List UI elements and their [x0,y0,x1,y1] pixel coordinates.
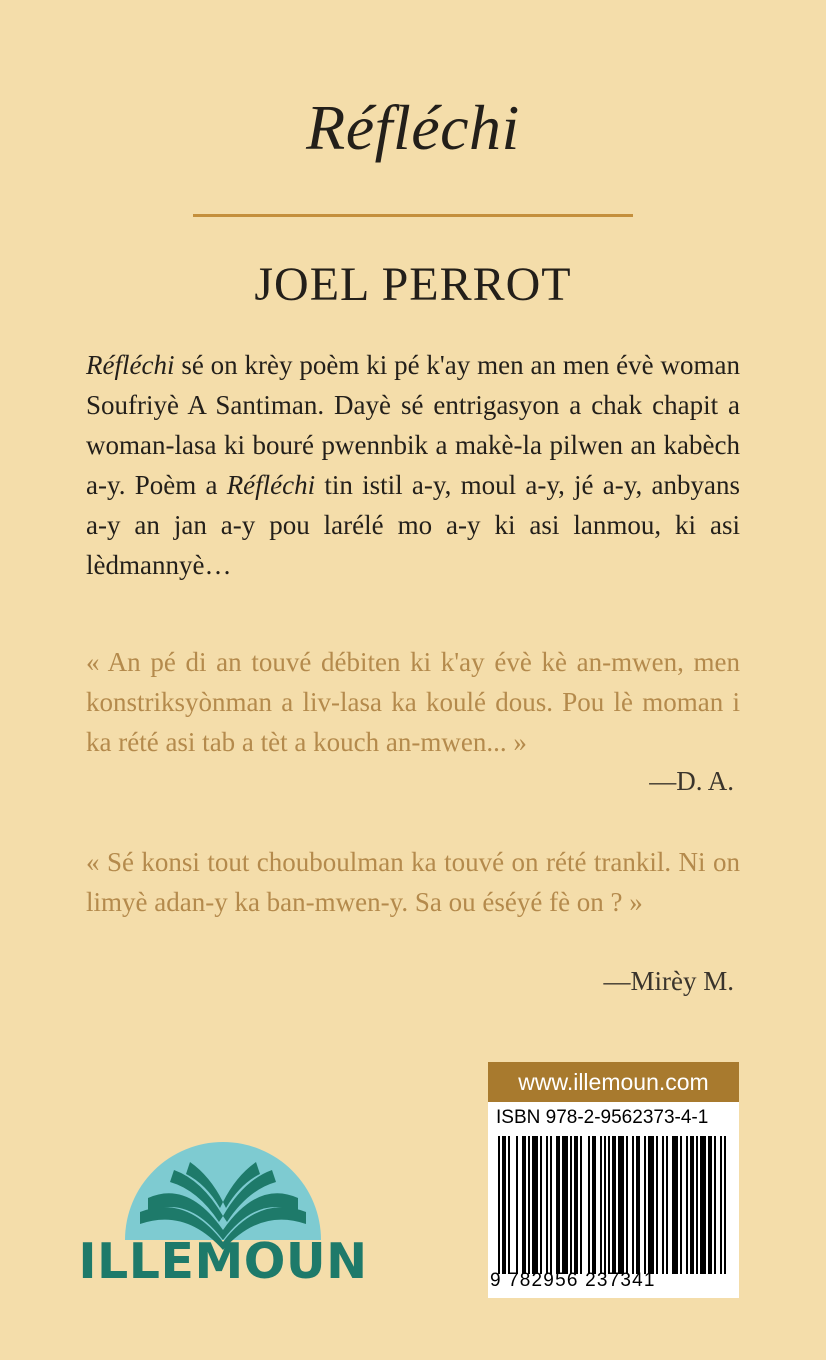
barcode-bar [632,1136,634,1274]
author-name: JOEL PERROT [254,258,572,311]
blurb-text: tin istil a-y, moul a-y, jé a-y, anbyans a-y an jan a-y pou larélé mo a-y ki asi lanmou, ki asi lèdmannyè… [86,470,740,580]
barcode-bar [540,1136,542,1274]
barcode-bar [604,1136,606,1274]
barcode-bar [522,1136,526,1274]
barcode-bar [612,1136,616,1274]
publisher-url: www.illemoun.com [488,1062,739,1102]
barcode-bar [600,1136,602,1274]
barcode-bar [680,1136,682,1274]
review-quote: « Sé konsi tout chouboulman ka touvé on rété trankil. Ni on limyè adan-y ka ban-mwen-y. Sa ou éséyé fè on ? » [86,847,740,917]
barcode-bar [546,1136,548,1274]
barcode-bar [508,1136,510,1274]
book-blurb [86,345,740,585]
publisher-logo-text: ILLEMOUN [78,1233,368,1290]
barcode-bar [696,1136,698,1274]
barcode-bar [592,1136,596,1274]
barcode-bar [498,1136,500,1274]
barcode-bar [708,1136,712,1274]
barcode-bar [580,1136,582,1274]
barcode-bar [562,1136,568,1274]
review-attribution: —D. A. [649,766,734,796]
barcode-bar [516,1136,518,1274]
barcode-bar [714,1136,716,1274]
title-divider [193,214,633,217]
review-attribution: —Mirèy M. [603,966,734,996]
barcode-bar [532,1136,538,1274]
barcode-bar [656,1136,658,1274]
barcode-bar [588,1136,590,1274]
blurb-title-ref: Réfléchi [226,470,316,500]
barcode-bar [672,1136,678,1274]
barcode-number: 782956 237341 [508,1270,656,1291]
isbn-panel [488,1062,739,1298]
barcode-bar [570,1136,572,1274]
barcode-bar [502,1136,506,1274]
barcode-bar [636,1136,640,1274]
book-title: Réfléchi [306,92,520,163]
barcode-bar [690,1136,694,1274]
blurb-text: sé on krèy poèm ki pé k'ay men an men évè woman Soufriyè A Santiman. Dayè sé entrigasyon a chak chapit a woman-lasa ki bouré pwennbik a makè-la pilwen an kabèch a-y. Poèm a [86,350,740,500]
barcode-bar [618,1136,624,1274]
barcode-bar [528,1136,530,1274]
barcode-bar [700,1136,706,1274]
barcode-bar [720,1136,722,1274]
barcode-lead-digit: 9 [490,1270,502,1291]
barcode-bar [556,1136,560,1274]
barcode-bar [626,1136,628,1274]
barcode-bar [574,1136,578,1274]
barcode-bar [724,1136,726,1274]
ean13-barcode-icon [498,1136,728,1274]
barcode-bar [550,1136,552,1274]
barcode-bar [644,1136,646,1274]
barcode-bar [608,1136,610,1274]
barcode-bar [662,1136,664,1274]
barcode-bar [666,1136,668,1274]
blurb-title-ref: Réfléchi [86,350,175,380]
barcode-bar [648,1136,654,1274]
barcode-bar [686,1136,688,1274]
isbn-label: ISBN 978-2-9562373-4-1 [496,1107,709,1128]
review-quote: « An pé di an touvé débiten ki k'ay évè kè an-mwen, men konstriksyònman a liv-lasa ka koulé dous. Pou lè moman i ka rété asi tab a tèt a kouch an-mwen... » [86,647,740,757]
